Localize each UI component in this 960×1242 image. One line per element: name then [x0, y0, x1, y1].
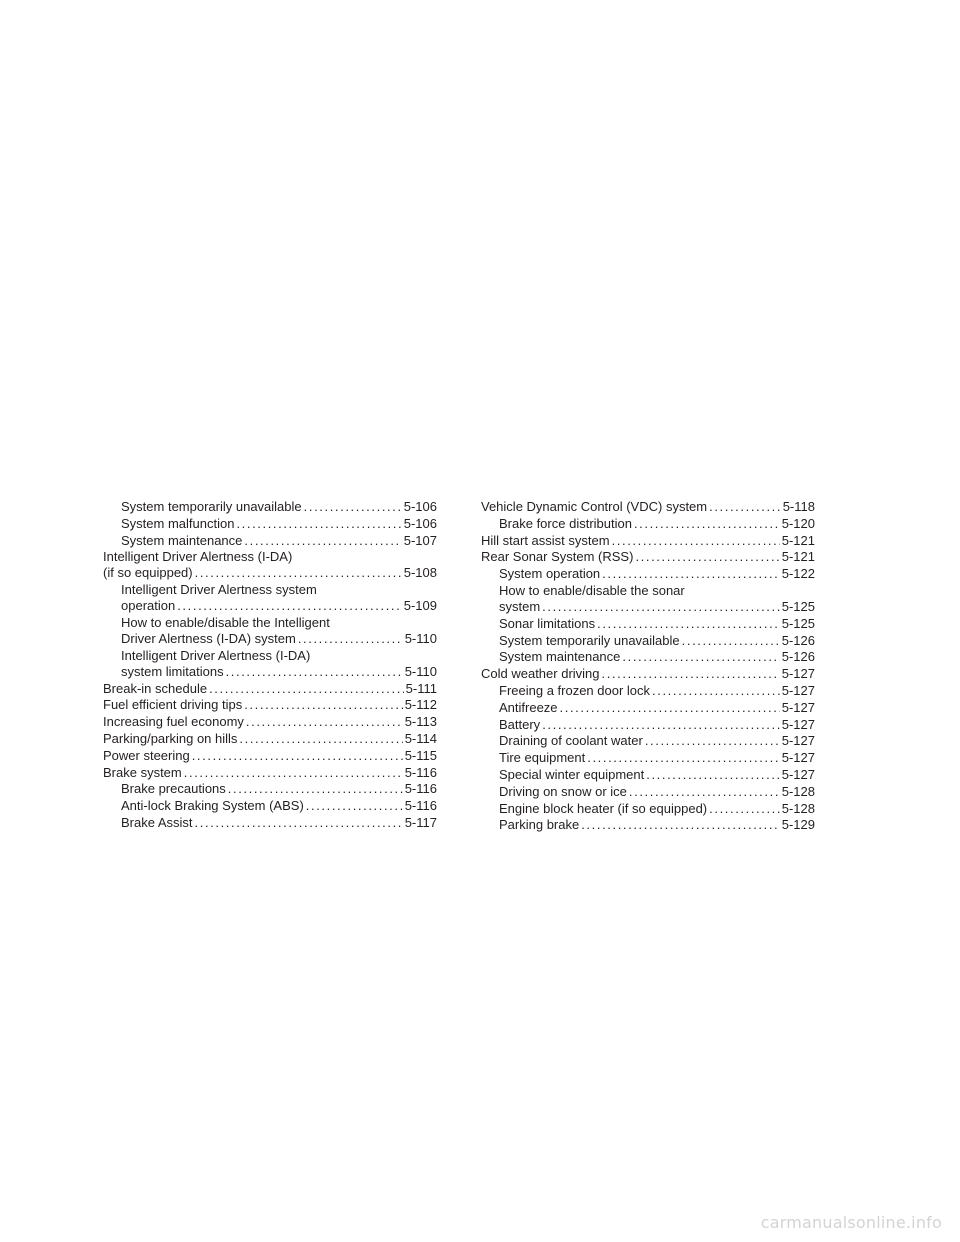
toc-entry[interactable]: [481, 616, 815, 632]
toc-entry-title: System operation: [499, 566, 601, 582]
toc-entry[interactable]: [103, 697, 437, 713]
dot-leader: [581, 817, 780, 833]
toc-entry-page: 5-112: [404, 697, 437, 713]
toc-entry-page: 5-110: [404, 630, 437, 646]
toc-entry-page: 5-106: [403, 499, 437, 514]
toc-entry-page: 5-127: [781, 682, 815, 698]
toc-entry[interactable]: [481, 549, 815, 565]
dot-leader: [192, 748, 403, 764]
toc-entry-title: (if so equipped): [103, 565, 193, 581]
toc-entry-page: 5-109: [403, 598, 437, 614]
toc-entry[interactable]: [103, 731, 437, 747]
dot-leader: [560, 700, 780, 716]
toc-entry[interactable]: [481, 666, 815, 682]
toc-entry-page: 5-125: [781, 615, 815, 631]
toc-entry-page: 5-126: [781, 632, 815, 648]
toc-entry-title: operation: [121, 598, 176, 614]
toc-entry-title-line: How to enable/disable the Intelligent: [121, 614, 330, 630]
dot-leader: [306, 798, 403, 814]
toc-entry[interactable]: [481, 649, 815, 665]
toc-entry-title: System maintenance: [121, 532, 243, 548]
dot-leader: [184, 765, 403, 781]
toc-entry-title: System temporarily unavailable: [121, 499, 302, 514]
toc-entry-title: Freeing a frozen door lock: [499, 682, 651, 698]
dot-leader: [177, 598, 402, 614]
toc-entry[interactable]: [103, 615, 437, 647]
toc-entry-title: Vehicle Dynamic Control (VDC) system: [481, 499, 708, 514]
toc-entry-title-line: Intelligent Driver Alertness (I-DA): [121, 647, 311, 663]
toc-entry-page: 5-114: [404, 730, 437, 746]
toc-entry[interactable]: [481, 700, 815, 716]
dot-leader: [709, 801, 780, 817]
dot-leader: [597, 616, 780, 632]
toc-right-column: [481, 499, 815, 834]
toc-entry-page: 5-118: [782, 499, 815, 514]
toc-entry-page: 5-127: [781, 750, 815, 766]
dot-leader: [298, 631, 403, 647]
watermark: carmanualsonline.info: [760, 1213, 942, 1232]
dot-leader: [244, 697, 402, 713]
dot-leader: [634, 516, 780, 532]
toc-entry-title: Increasing fuel economy: [103, 714, 244, 730]
toc-entry[interactable]: [481, 533, 815, 549]
dot-leader: [646, 767, 780, 783]
toc-left-column: [103, 499, 437, 832]
toc-entry[interactable]: [481, 801, 815, 817]
toc-entry-title: Parking/parking on hills: [103, 730, 238, 746]
toc-entry-page: 5-120: [781, 515, 815, 531]
dot-leader: [239, 731, 402, 747]
toc-entry-page: 5-110: [404, 663, 437, 679]
toc-entry[interactable]: [103, 681, 437, 697]
dot-leader: [587, 750, 780, 766]
dot-leader: [709, 499, 781, 515]
toc-entry-page: 5-113: [404, 714, 437, 730]
toc-entry-page: 5-122: [781, 566, 815, 582]
toc-entry-page: 5-127: [781, 699, 815, 715]
toc-entry-title: Driver Alertness (I-DA) system: [121, 630, 296, 646]
toc-entry-page: 5-116: [404, 764, 437, 780]
toc-entry-page: 5-116: [404, 798, 437, 814]
toc-entry[interactable]: [481, 583, 815, 615]
toc-entry-page: 5-129: [781, 817, 815, 833]
dot-leader: [645, 733, 780, 749]
toc-entry-title: system: [499, 598, 541, 614]
toc-entry[interactable]: [103, 582, 437, 614]
dot-leader: [682, 633, 780, 649]
toc-entry-page: 5-125: [781, 598, 815, 614]
toc-entry-title: Brake force distribution: [499, 515, 632, 531]
dot-leader: [209, 681, 404, 697]
toc-entry-page: 5-111: [405, 680, 437, 696]
toc-entry-title: Brake precautions: [121, 781, 226, 797]
toc-entry-page: 5-127: [781, 733, 815, 749]
toc-entry-page: 5-126: [781, 649, 815, 665]
toc-entry[interactable]: [481, 784, 815, 800]
toc-entry-page: 5-128: [781, 800, 815, 816]
toc-entry-title: Sonar limitations: [499, 615, 596, 631]
dot-leader: [244, 533, 401, 549]
toc-entry-title-line: How to enable/disable the sonar: [499, 582, 685, 598]
toc-entry-title: System maintenance: [499, 649, 621, 665]
toc-entry[interactable]: [481, 683, 815, 699]
toc-entry-page: 5-127: [781, 766, 815, 782]
toc-entry[interactable]: [481, 817, 815, 833]
dot-leader: [246, 714, 403, 730]
toc-entry-title: System malfunction: [121, 515, 235, 531]
toc-entry[interactable]: [481, 750, 815, 766]
dot-leader: [226, 664, 403, 680]
toc-entry-title: Engine block heater (if so equipped): [499, 800, 708, 816]
toc-entry-title: system limitations: [121, 663, 224, 679]
toc-entry-page: 5-127: [781, 666, 815, 682]
dot-leader: [304, 499, 402, 515]
toc-entry[interactable]: [103, 499, 437, 515]
toc-entry[interactable]: [103, 648, 437, 680]
dot-leader: [542, 717, 780, 733]
toc-entry[interactable]: [481, 516, 815, 532]
toc-entry[interactable]: [481, 717, 815, 733]
toc-entry-title: Driving on snow or ice: [499, 783, 627, 799]
dot-leader: [195, 815, 403, 831]
toc-entry[interactable]: [103, 765, 437, 781]
dot-leader: [652, 683, 780, 699]
toc-entry-page: 5-107: [403, 532, 437, 548]
toc-entry-page: 5-108: [403, 565, 437, 581]
dot-leader: [228, 781, 403, 797]
toc-entry-title: System temporarily unavailable: [499, 632, 680, 648]
toc-entry[interactable]: [481, 633, 815, 649]
toc-entry-title: Special winter equipment: [499, 766, 645, 782]
toc-entry-title: Anti-lock Braking System (ABS): [121, 798, 304, 814]
toc-entry[interactable]: [481, 733, 815, 749]
dot-leader: [622, 649, 779, 665]
dot-leader: [612, 533, 780, 549]
toc-entry-title: Battery: [499, 716, 541, 732]
toc-entry[interactable]: [103, 815, 437, 831]
toc-entry[interactable]: [481, 767, 815, 783]
dot-leader: [236, 516, 401, 532]
dot-leader: [602, 666, 780, 682]
dot-leader: [602, 566, 780, 582]
toc-entry[interactable]: [103, 781, 437, 797]
toc-entry-title-line: Intelligent Driver Alertness (I-DA): [103, 549, 293, 565]
toc-entry-page: 5-127: [781, 716, 815, 732]
dot-leader: [635, 549, 779, 565]
dot-leader: [195, 565, 402, 581]
toc-entry-title-line: Intelligent Driver Alertness system: [121, 582, 317, 598]
toc-entry-title: Rear Sonar System (RSS): [481, 549, 634, 565]
toc-entry-title: Power steering: [103, 747, 190, 763]
toc-entry-title: Break-in schedule: [103, 680, 208, 696]
toc-entry-title: Brake system: [103, 764, 182, 780]
toc-entry-title: Cold weather driving: [481, 666, 600, 682]
toc-entry-title: Brake Assist: [121, 814, 193, 830]
toc-entry[interactable]: [103, 798, 437, 814]
toc-entry-title: Hill start assist system: [481, 532, 610, 548]
toc-entry-title: Fuel efficient driving tips: [103, 697, 243, 713]
toc-entry-page: 5-116: [404, 781, 437, 797]
toc-entry-title: Tire equipment: [499, 750, 586, 766]
toc-entry-title: Antifreeze: [499, 699, 558, 715]
toc-entry-page: 5-106: [403, 515, 437, 531]
toc-entry-page: 5-115: [404, 747, 437, 763]
toc-entry[interactable]: [103, 549, 437, 581]
toc-entry-title: Parking brake: [499, 817, 580, 833]
toc-entry-page: 5-121: [781, 532, 815, 548]
dot-leader: [542, 599, 780, 615]
toc-entry[interactable]: [103, 748, 437, 764]
toc-entry[interactable]: [481, 499, 815, 515]
toc-entry-page: 5-117: [404, 814, 437, 830]
dot-leader: [629, 784, 780, 800]
toc-entry[interactable]: [103, 533, 437, 549]
toc-entry[interactable]: [481, 566, 815, 582]
toc-entry-page: 5-121: [781, 549, 815, 565]
toc-entry-title: Draining of coolant water: [499, 733, 643, 749]
toc-entry[interactable]: [103, 516, 437, 532]
toc-entry[interactable]: [103, 714, 437, 730]
toc-entry-page: 5-128: [781, 783, 815, 799]
